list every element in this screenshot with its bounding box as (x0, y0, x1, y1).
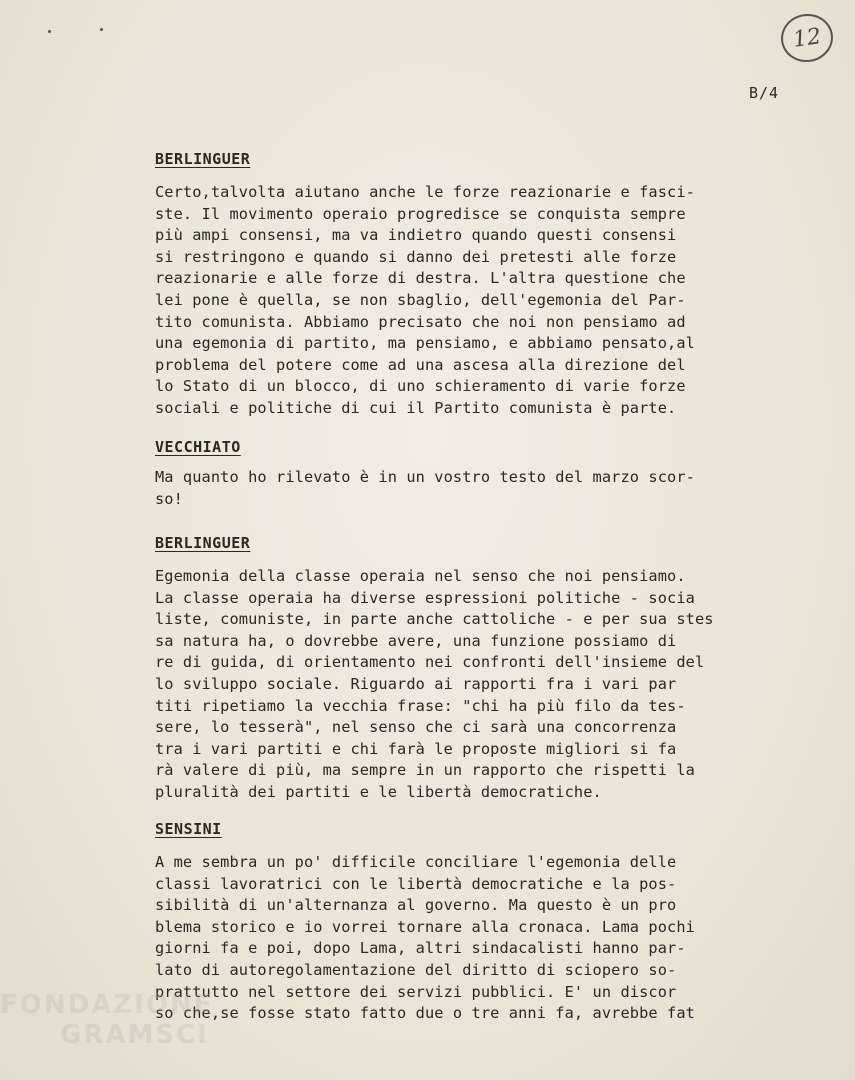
text-line: sere, lo tesserà", nel senso che ci sarà una concorrenza (155, 718, 677, 737)
section-berlinguer-2 (155, 534, 785, 804)
text-line: problema del potere come ad una ascesa alla direzione del (155, 355, 686, 374)
watermark-line: FONDAZIONE (0, 990, 214, 1020)
archive-watermark (0, 990, 213, 1050)
folio-number-stamp (778, 11, 836, 66)
text-line: reazionarie e alle forze di destra. L'altra questione che (155, 269, 686, 288)
speaker-name: BERLINGUER (155, 534, 251, 552)
text-line: si restringono e quando si danno dei pretesti alle forze (155, 247, 677, 266)
text-line: so che,se fosse stato fatto due o tre anni fa, avrebbe fat (155, 1004, 695, 1023)
page-reference: B/4 (749, 84, 780, 102)
text-line: pluralità dei partiti e le libertà democratiche. (155, 782, 602, 801)
text-line: lo Stato di un blocco, di uno schieramento di varie forze (155, 377, 686, 396)
section-berlinguer-1 (155, 150, 785, 420)
text-line: classi lavoratrici con le libertà democratiche e la pos- (155, 874, 677, 893)
text-line: re di guida, di orientamento nei confronti dell'insieme del (155, 653, 705, 672)
text-line: Certo,talvolta aiutano anche le forze reazionarie e fasci- (155, 183, 695, 201)
speaker-name: BERLINGUER (155, 150, 251, 168)
speaker-name: SENSINI (155, 820, 222, 838)
text-line: lato di autoregolamentazione del diritto di sciopero so- (155, 960, 677, 979)
text-line: blema storico e io vorrei tornare alla cronaca. Lama pochi (155, 917, 695, 936)
text-line: titi ripetiamo la vecchia frase: "chi ha più filo da tes- (155, 696, 686, 715)
text-line: ste. Il movimento operaio progredisce se conquista sempre (155, 204, 686, 223)
text-line: una egemonia di partito, ma pensiamo, e abbiamo pensato,al (155, 334, 695, 353)
section-sensini (155, 820, 785, 1025)
text-line: tra i vari partiti e chi farà le proposte migliori si fa (155, 739, 677, 758)
text-line: più ampi consensi, ma va indietro quando questi consensi (155, 226, 677, 245)
text-line: sociali e politiche di cui il Partito comunista è parte. (155, 398, 677, 417)
text-line: sibilità di un'alternanza al governo. Ma questo è un pro (155, 896, 677, 915)
watermark-line: GRAMSCI (60, 1020, 209, 1050)
text-line: lei pone è quella, se non sbaglio, dell'egemonia del Par- (155, 290, 686, 309)
text-line: liste, comuniste, in parte anche cattoliche - e per sua stes (155, 610, 714, 629)
margin-marks (48, 28, 108, 34)
text-line: so! (155, 489, 183, 508)
text-line: La classe operaia ha diverse espressioni politiche - socia (155, 588, 695, 607)
text-line: giorni fa e poi, dopo Lama, altri sindacalisti hanno par- (155, 939, 686, 958)
text-line: lo sviluppo sociale. Riguardo ai rapporti fra i vari par (155, 674, 677, 693)
text-line: Egemonia della classe operaia nel senso che noi pensiamo. (155, 567, 686, 585)
text-line: prattutto nel settore dei servizi pubblici. E' un discor (155, 982, 677, 1001)
text-line: rà valere di più, ma sempre in un rapporto che rispetti la (155, 761, 695, 780)
speaker-name: VECCHIATO (155, 438, 241, 456)
text-line: Ma quanto ho rilevato è in un vostro testo del marzo scor- (155, 468, 695, 486)
text-line: sa natura ha, o dovrebbe avere, una funzione possiamo di (155, 631, 677, 650)
section-vecchiato (155, 438, 785, 510)
text-line: tito comunista. Abbiamo precisato che noi non pensiamo ad (155, 312, 686, 331)
folio-number: 12 (791, 23, 823, 53)
text-line: A me sembra un po' difficile conciliare l'egemonia delle (155, 853, 677, 871)
